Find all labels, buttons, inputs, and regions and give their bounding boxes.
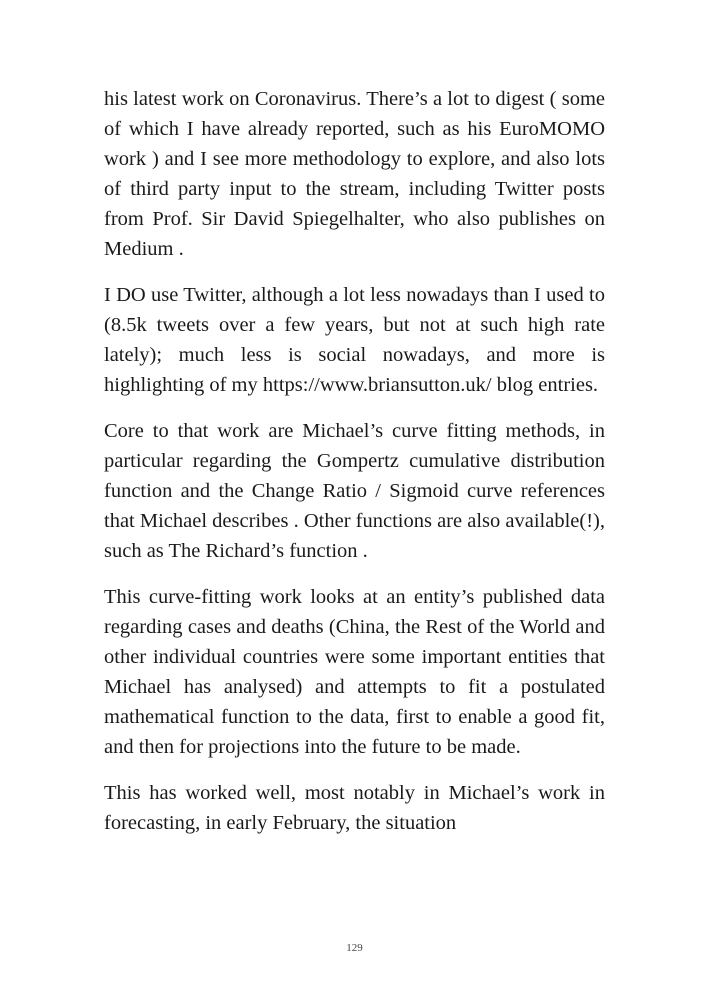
- paragraph-5: This has worked well, most notably in Michael’s work in forecasting, in early February, the situation: [104, 782, 605, 834]
- paragraph-2: I DO use Twitter, although a lot less nowadays than I used to (8.5k tweets over a few years, but not at such high rate lately); much less is social nowadays, and more is highlighting of my https://www.briansutton.uk/ blog entries.: [104, 284, 605, 396]
- paragraph-4: This curve-fitting work looks at an entity’s published data regarding cases and deaths (China, the Rest of the World and other individual countries were some important entities that Michael has analysed) and attempts to fit a postulated mathematical function to the data, first to enable a good fit, and then for projections into the future to be made.: [104, 586, 605, 758]
- page-number: 129: [346, 942, 363, 954]
- paragraph-1: his latest work on Coronavirus. There’s a lot to digest ( some of which I have already reported, such as his EuroMOMO work ) and I see more methodology to explore, and also lots of third party input to the stream, including Twitter posts from Prof. Sir David Spiegelhalter, who also publishes on Medium .: [104, 88, 605, 260]
- paragraph-3: Core to that work are Michael’s curve fitting methods, in particular regarding the Gompertz cumulative distribution function and the Change Ratio / Sigmoid curve references that Michael describes . Other functions are also available(!), such as The Richard’s function .: [104, 420, 605, 562]
- body-text: [104, 84, 605, 854]
